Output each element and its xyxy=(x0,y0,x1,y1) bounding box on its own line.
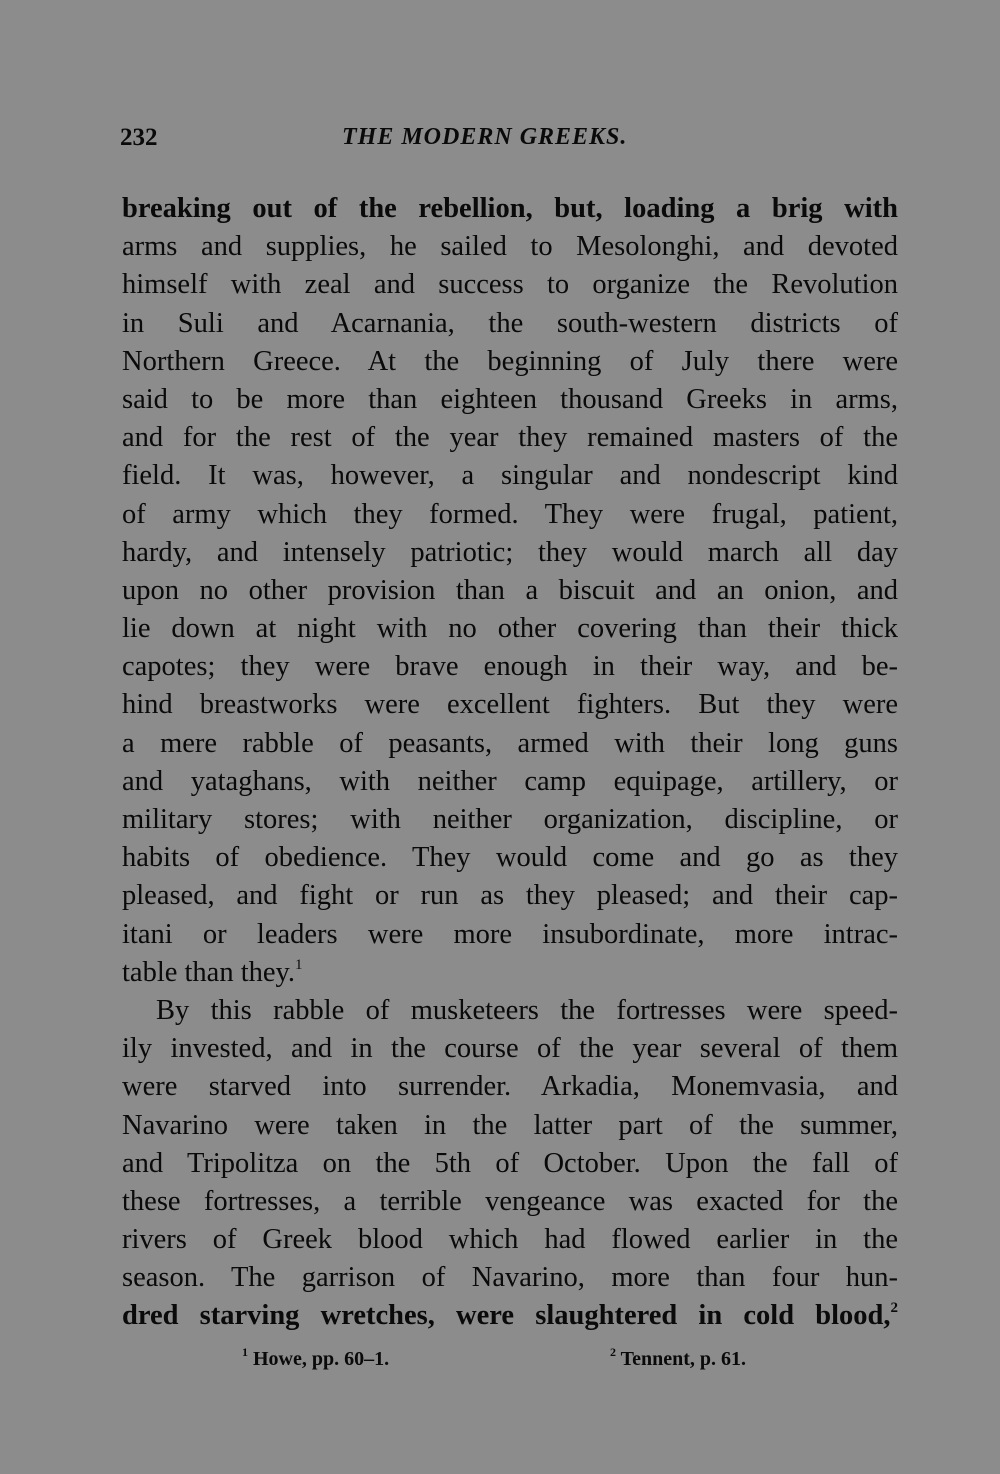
running-head xyxy=(120,124,900,160)
text-line: Northern Greece. At the beginning of July there were xyxy=(122,345,898,377)
text-line: and for the rest of the year they remained masters of the xyxy=(122,422,898,454)
text-line: said to be more than eighteen thousand Greeks in arms, xyxy=(122,383,898,415)
footnote-mark: 1 xyxy=(295,956,303,973)
page-number: 232 xyxy=(120,124,158,151)
text-line: were starved into surrender. Arkadia, Monemvasia, and xyxy=(122,1071,898,1103)
footnote-mark: 1 xyxy=(242,1345,248,1359)
footnotes xyxy=(122,1345,898,1378)
text-line: of army which they formed. They were frugal, patient, xyxy=(122,498,898,530)
body-text xyxy=(122,190,898,1336)
text-line: a mere rabble of peasants, armed with their long guns xyxy=(122,727,898,759)
text-line: season. The garrison of Navarino, more than four hun- xyxy=(122,1262,898,1294)
footnote-mark: 2 xyxy=(890,1300,898,1317)
text-line: itani or leaders were more insubordinate, more intrac- xyxy=(122,918,898,950)
text-line: dred starving wretches, were slaughtered in cold blood, xyxy=(122,1300,891,1332)
text-line: rivers of Greek blood which had flowed earlier in the xyxy=(122,1224,898,1256)
text-line: table than they. xyxy=(122,956,296,988)
text-line-with-note xyxy=(122,1297,898,1335)
text-line: habits of obedience. They would come and go as they xyxy=(122,842,898,874)
text-line: himself with zeal and success to organize the Revolution xyxy=(122,269,898,301)
running-title: THE MODERN GREEKS. xyxy=(342,124,628,150)
text-line: breaking out of the rebellion, but, loading a brig with xyxy=(122,193,898,224)
text-line: in Suli and Acarnania, the south-western districts of xyxy=(122,307,898,339)
text-line: military stores; with neither organization, discipline, or xyxy=(122,804,898,835)
text-line-with-note xyxy=(122,954,898,992)
text-line: field. It was, however, a singular and nondescript kind xyxy=(122,460,898,492)
footnote xyxy=(610,1345,747,1371)
text-line: ily invested, and in the course of the year several of them xyxy=(122,1033,898,1065)
footnote-mark: 2 xyxy=(610,1345,616,1359)
text-line: and yataghans, with neither camp equipage, artillery, or xyxy=(122,765,898,797)
text-line: and Tripolitza on the 5th of October. Upon the fall of xyxy=(122,1147,898,1179)
text-line: upon no other provision than a biscuit and an onion, and xyxy=(122,574,898,606)
text-line: hardy, and intensely patriotic; they would march all day xyxy=(122,536,898,568)
text-line: pleased, and fight or run as they pleased; and their cap- xyxy=(122,880,898,912)
footnote xyxy=(242,1345,390,1371)
footnote-text: Howe, pp. 60–1. xyxy=(253,1348,390,1370)
text-line: hind breastworks were excellent fighters. But they were xyxy=(122,689,898,721)
text-line: lie down at night with no other covering than their thick xyxy=(122,613,898,645)
footnote-text: Tennent, p. 61. xyxy=(620,1348,747,1370)
text-line: By this rabble of musketeers the fortresses were speed- xyxy=(156,994,898,1026)
text-line: capotes; they were brave enough in their way, and be- xyxy=(122,651,898,683)
text-line: Navarino were taken in the latter part of the summer, xyxy=(122,1109,898,1141)
text-line: these fortresses, a terrible vengeance was exacted for the xyxy=(122,1185,898,1217)
text-line: arms and supplies, he sailed to Mesolonghi, and devoted xyxy=(122,231,898,263)
